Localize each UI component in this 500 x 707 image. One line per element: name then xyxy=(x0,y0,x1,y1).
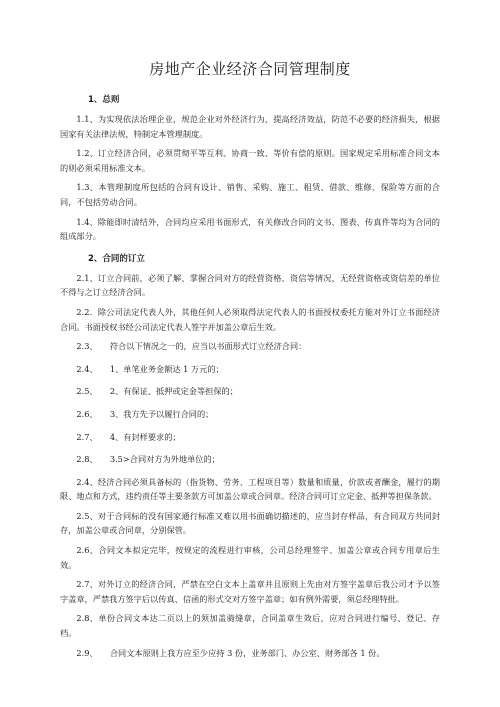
paragraph-2-5-item: 2.5、 2、有保证、抵押或定金等担保的； xyxy=(76,386,238,397)
paragraph-2-9: 2.9、 合同文本原则上我方应至少应持 3 份，业务部门、办公室、财务部各 1 份。 xyxy=(76,647,385,658)
paragraph-2-7-item: 2.7、 4、有封样要求的； xyxy=(76,431,181,442)
paragraph-2-6-item: 2.6、 3、我方先予以履行合同的； xyxy=(76,408,214,419)
paragraph-1-3: 1.3、本管理制度所包括的合同有设计、销售、采购、施工、租赁、借款、维修、保险等方面的合同，不包括劳动合同。 xyxy=(60,182,440,207)
paragraph-2-1: 2.1、订立合同前，必须了解、掌握合同对方的经营资格、资信等情况，无经营资格或资信差的单位不得与之订立经济合同。 xyxy=(60,272,440,298)
paragraph-2-8: 2.8、单份合同文本达二页以上的须加盖骑缝章，合同盖章生效后，应对合同进行编号、登记、存档。 xyxy=(60,613,440,639)
paragraph-2-6: 2.6、合同文本拟定完毕，按规定的流程进行审核，公司总经理签字、加盖公章或合同专用章后生效。 xyxy=(60,545,440,570)
paragraph-2-7: 2.7、对外订立的经济合同，严禁在空白文本上盖章并且原则上先由对方签字盖章后我公司才予以签字盖章，严禁我方签字后以传真、信函的形式交对方签字盖章；如有例外需要，须总经理特批。 xyxy=(60,579,440,604)
document-title: 房地产企业经济合同管理制度 xyxy=(149,60,351,78)
paragraph-2-4-item: 2.4、 1、单笔业务金额达 1 万元的； xyxy=(76,363,224,374)
paragraph-1-2: 1.2、订立经济合同，必须贯彻平等互利、协商一致、等价有偿的原则。国家规定采用标准合同文本的则必须采用标准文本。 xyxy=(60,148,440,173)
paragraph-2-4: 2.4、经济合同必须具备标的（指货物、劳务、工程项目等）数量和质量，价款或者酬金，履行的期限、地点和方式，违约责任等主要条款方可加盖公章或合同章。经济合同可订立定金、抵押等担保条款。 xyxy=(60,476,440,502)
paragraph-2-5: 2.5、对于合同标的没有国家通行标准又难以用书面确切描述的，应当封存样品，有合同双方共同封存，加盖公章或合同章，分别保管。 xyxy=(60,510,440,536)
paragraph-2-2: 2.2．除公司法定代表人外，其他任何人必须取得法定代表人的书面授权委托方能对外订立书面经济合同。书面授权书经公司法定代表人签字并加盖公章后生效。 xyxy=(60,306,440,332)
section-heading-general: 1、总则 xyxy=(88,95,120,105)
paragraph-2-3: 2.3、 符合以下情况之一的，应当以书面形式订立经济合同： xyxy=(76,341,307,352)
paragraph-1-1: 1.1、为实现依法治理企业，规范企业对外经济行为，提高经济效益，防范不必要的经济损失，根据国家有关法律法规，特制定本管理制度。 xyxy=(60,114,440,139)
section-heading-contract-formation: 2、合同的订立 xyxy=(88,253,145,264)
paragraph-1-4: 1.4、除能即时清结外，合同均应采用书面形式，有关修改合同的文书、图表、传真件等均为合同的组成部分。 xyxy=(60,216,440,242)
paragraph-2-8-item: 2.8、 3.5>合同对方为外地单位的； xyxy=(76,454,220,465)
